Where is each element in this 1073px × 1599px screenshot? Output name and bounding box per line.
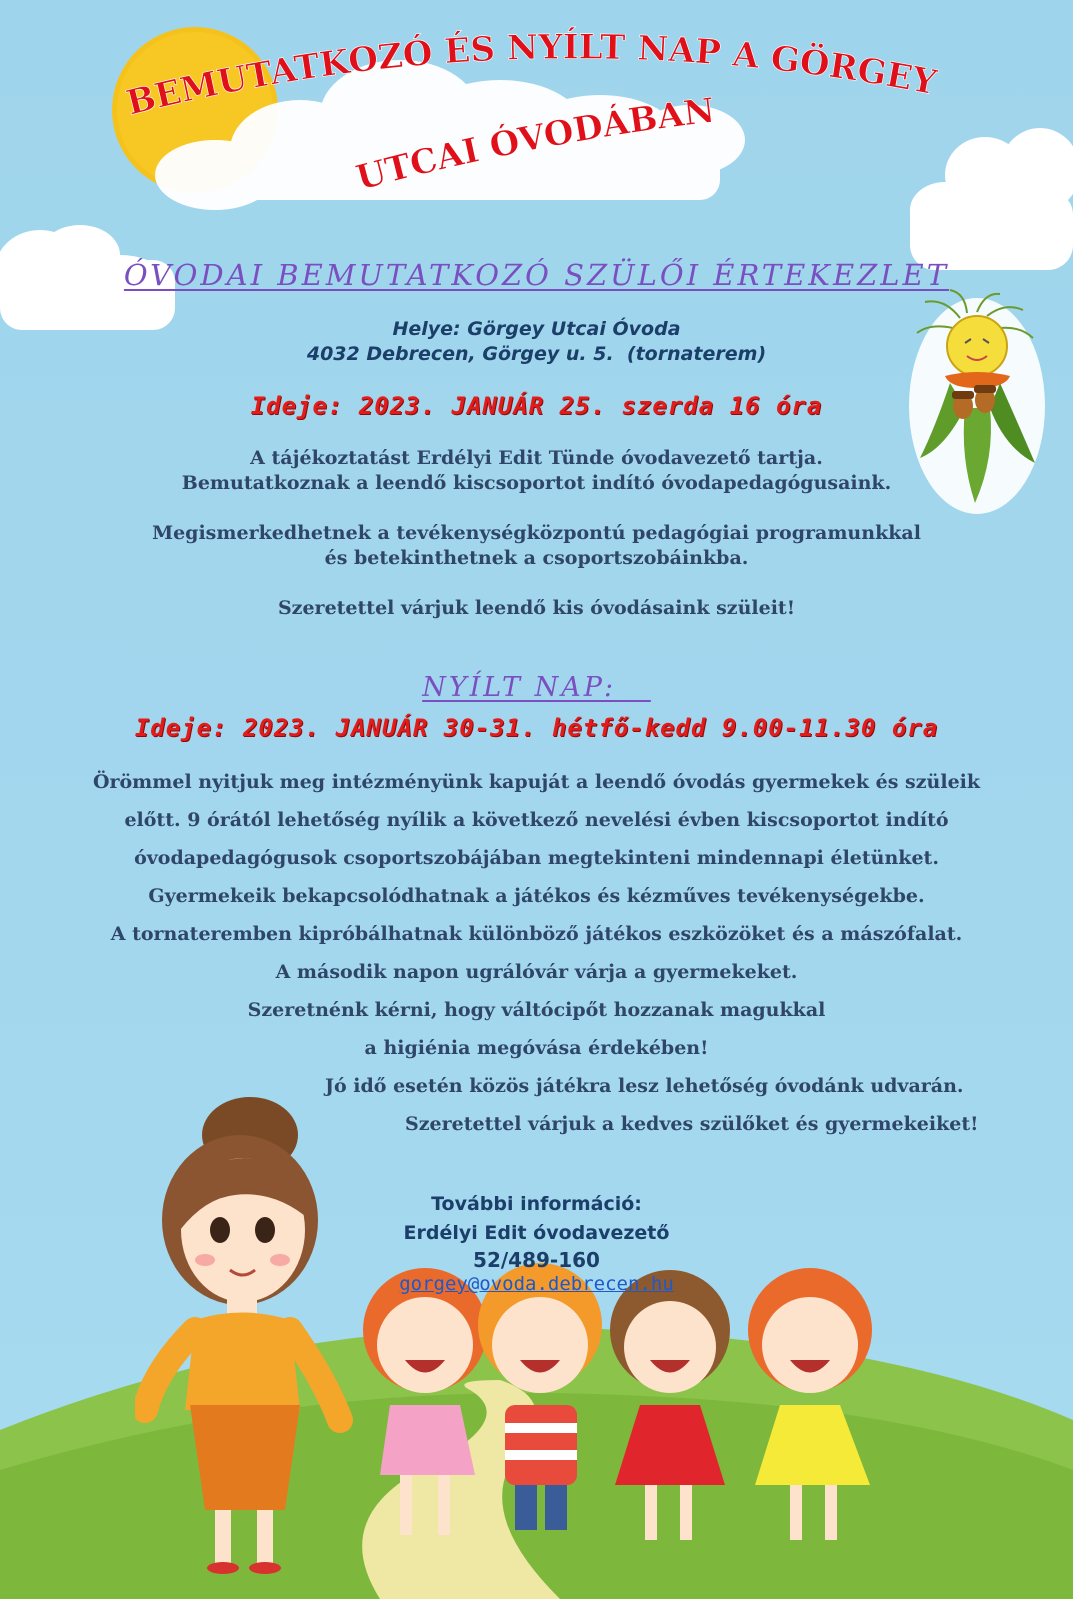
open-day-line: a higiénia megóvása érdekében!	[364, 1037, 709, 1059]
child-figure-icon	[478, 1263, 602, 1530]
child-figure-icon	[748, 1268, 872, 1540]
meeting-time: Ideje: 2023. JANUÁR 25. szerda 16 óra	[250, 392, 823, 420]
meeting-place-line-2: 4032 Debrecen, Görgey u. 5. (tornaterem)	[306, 343, 767, 365]
contact-label: További információ:	[431, 1193, 642, 1215]
open-day-line: A tornateremben kipróbálhatnak különböző játékos eszközöket és a mászófalat.	[110, 923, 963, 945]
meeting-program-line-2: és betekinthetnek a csoportszobáinkba.	[324, 547, 749, 569]
title-line-2: UTCAI ÓVODÁBAN	[352, 90, 718, 199]
meeting-welcome: Szeretettel várjuk leendő kis óvodásaink szüleit!	[277, 597, 796, 619]
open-day-time: Ideje: 2023. JANUÁR 30-31. hétfő-kedd 9.00-11.30 óra	[134, 714, 939, 742]
open-day-heading: NYÍLT NAP:	[422, 672, 617, 703]
open-day-line: Szeretnénk kérni, hogy váltócipőt hozzanak magukkal	[247, 999, 826, 1021]
child-figure-icon	[610, 1270, 730, 1540]
open-day-line: előtt. 9 órától lehetőség nyílik a következő nevelési évben kiscsoportot indító	[124, 809, 949, 831]
meeting-info-line-2: Bemutatkoznak a leendő kiscsoportot indító óvodapedagógusaink.	[181, 472, 892, 494]
contact-phone: 52/489-160	[473, 1248, 600, 1272]
contact-email-wrap	[0, 1273, 1073, 1295]
meeting-place-line-1: Helye: Görgey Utcai Óvoda	[392, 318, 681, 340]
contact-email-link[interactable]: gorgey@ovoda.debrecen.hu	[399, 1273, 674, 1295]
open-day-line: Jó idő esetén közös játékra lesz lehetőség óvodánk udvarán.	[325, 1075, 964, 1097]
contact-name: Erdélyi Edit óvodavezető	[403, 1222, 670, 1244]
open-day-line: Örömmel nyitjuk meg intézményünk kapuját a leendő óvodás gyermekek és szüleik	[92, 771, 981, 793]
open-day-line: Gyermekeik bekapcsolódhatnak a játékos és kézműves tevékenységekbe.	[148, 885, 925, 907]
open-day-line: Szeretettel várjuk a kedves szülőket és gyermekeiket!	[405, 1113, 979, 1135]
open-day-line: óvodapedagógusok csoportszobájában megtekinteni mindennapi életünket.	[134, 847, 939, 869]
meeting-heading: ÓVODAI BEMUTATKOZÓ SZÜLŐI ÉRTEKEZLET	[123, 258, 950, 292]
page-title	[0, 0, 1073, 230]
meeting-info-line-1: A tájékoztatást Erdélyi Edit Tünde óvodavezető tartja.	[250, 447, 823, 469]
child-figure-icon	[363, 1268, 487, 1535]
open-day-line: A második napon ugrálóvár várja a gyermekeket.	[275, 961, 798, 983]
title-line-1: BEMUTATKOZÓ ÉS NYÍLT NAP A GÖRGEY	[122, 27, 940, 124]
children-group-icon	[340, 1255, 920, 1585]
meeting-program-line-1: Megismerkedhetnek a tevékenységközpontú pedagógiai programunkkal	[152, 522, 921, 544]
